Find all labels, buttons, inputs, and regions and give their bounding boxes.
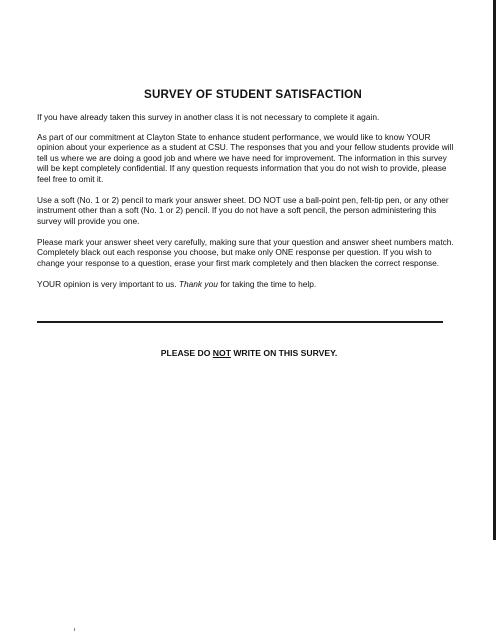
notice-not: NOT bbox=[212, 348, 231, 358]
notice-after: WRITE ON THIS SURVEY. bbox=[230, 348, 338, 358]
purpose-paragraph: As part of our commitment at Clayton State to enhance student performance, we would like to know YOUR opinion about your experience as a student at CSU. The responses that you and your fellow students provide will tell us where we are doing a good job and where we have need for improvement. The information in this survey will be kept completely confidential. If any question requests information that you do not wish to provide, please feel free to omit it. bbox=[37, 131, 454, 184]
page-title: SURVEY OF STUDENT SATISFACTION bbox=[144, 88, 362, 101]
closing-thanks: Thank you bbox=[178, 278, 218, 289]
intro-paragraph: If you have already taken this survey in another class it is not necessary to complete it again. bbox=[37, 112, 380, 122]
notice-before: PLEASE DO bbox=[160, 348, 213, 358]
scan-speck bbox=[74, 628, 75, 631]
pencil-paragraph: Use a soft (No. 1 or 2) pencil to mark your answer sheet. DO NOT use a ball-point pen, felt-tip pen, or any other instrument other than a soft (No. 1 or 2) pencil. If you do not have a soft pencil, the person administering this survey will provide you one. bbox=[37, 194, 449, 226]
marking-paragraph: Please mark your answer sheet very carefully, making sure that your question and answer sheet numbers match. Completely black out each response you choose, but make only ONE response per question. If you wish to change your response to a question, erase your first mark completely and then blacken the correct response. bbox=[37, 236, 454, 268]
closing-lead: YOUR opinion is very important to us. bbox=[37, 278, 179, 289]
survey-instructions bbox=[37, 88, 455, 300]
closing-paragraph bbox=[37, 279, 455, 290]
horizontal-divider bbox=[37, 321, 443, 323]
closing-tail: for taking the time to help. bbox=[217, 278, 317, 289]
page-edge-line bbox=[493, 0, 496, 540]
do-not-write-notice bbox=[0, 348, 498, 358]
